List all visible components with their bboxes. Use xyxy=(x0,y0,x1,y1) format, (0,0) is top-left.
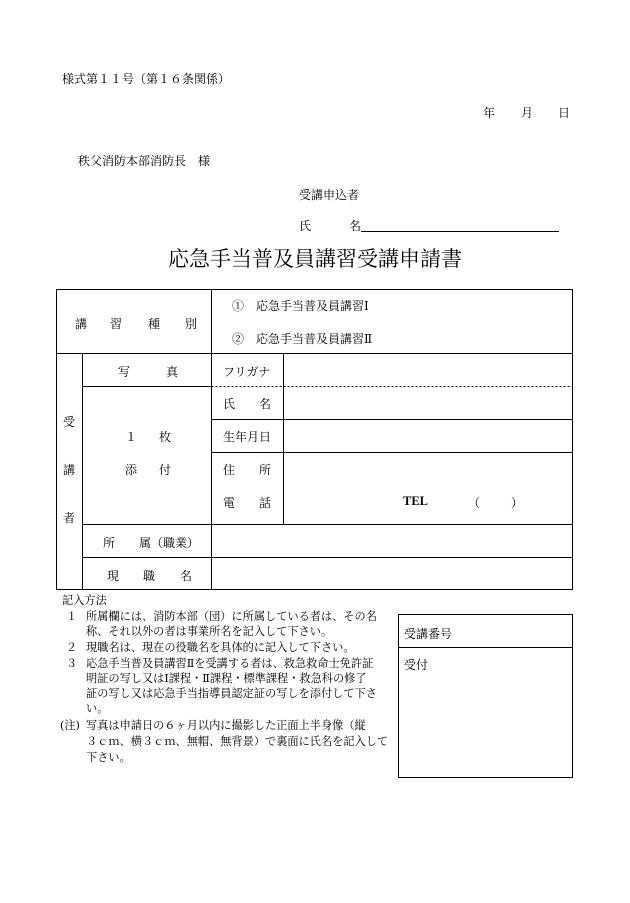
instructions-heading: 記入方法 xyxy=(62,594,107,607)
note-caution-line-2: ３ｃｍ、横３ｃｍ、無帽、無背景）で裏面に氏名を記入して xyxy=(86,735,389,748)
affiliation-field[interactable] xyxy=(212,525,572,557)
current-position-label-3: 名 xyxy=(180,569,193,583)
date-year: 年 xyxy=(483,106,496,120)
applicant-name-label-1: 氏 xyxy=(223,397,236,411)
received-label: 受付 xyxy=(404,658,429,672)
phone-field[interactable] xyxy=(484,490,510,512)
note-1-line-1: 所属欄には、消防本部（団）に所属している者は、その名 xyxy=(86,610,377,623)
name-label-2: 名 xyxy=(349,219,362,233)
furigana-label: フリガナ xyxy=(223,365,271,379)
note-3-line-3: 証の写し又は応急手当指導員認定証の写しを添付して下さ xyxy=(86,687,377,700)
form-number: 様式第１１号（第１６条関係） xyxy=(62,72,231,86)
furigana-field[interactable] xyxy=(284,354,572,386)
photo-count-2: 枚 xyxy=(159,430,172,444)
photo-header-1: 写 xyxy=(118,365,131,379)
note-3-marker: ３ xyxy=(66,657,78,670)
course-type-label-2: 習 xyxy=(110,317,123,331)
course-option-2[interactable]: ② 応急手当普及員講習Ⅱ xyxy=(232,332,373,346)
applicant-side-label-2: 講 xyxy=(63,463,76,477)
reception-number-label: 受講番号 xyxy=(404,627,453,641)
tel-paren-close: ） xyxy=(511,496,524,510)
reception-number-field[interactable] xyxy=(460,615,572,647)
note-2-line-1: 現職名は、現在の役職名を具体的に記入して下さい。 xyxy=(86,641,355,654)
tel-label: TEL xyxy=(403,494,429,508)
applicant-name-field[interactable] xyxy=(284,387,572,419)
applicant-label: 受講申込者 xyxy=(299,188,360,202)
photo-count-1: １ xyxy=(125,430,138,444)
current-position-field[interactable] xyxy=(212,558,572,589)
applicant-side-label-3: 者 xyxy=(63,511,76,525)
note-3-line-2: 明証の写し又はⅠ課程・Ⅱ課程・標準課程・救急科の修了 xyxy=(86,672,367,685)
course-type-label-4: 別 xyxy=(185,317,198,331)
note-3-line-1: 応急手当普及員講習Ⅱを受講する者は、救急救命士免許証 xyxy=(86,657,374,670)
note-caution-marker: (注) xyxy=(60,719,80,732)
photo-header-2: 真 xyxy=(166,365,179,379)
note-1-line-2: 称、それ以外の者は事業所名を記入して下さい。 xyxy=(86,625,333,638)
affiliation-label: 所 属（職業） xyxy=(103,536,200,550)
phone-label-1: 電 xyxy=(223,496,236,510)
note-caution-line-1: 写真は申請日の６ヶ月以内に撮影した正面上半身像（縦 xyxy=(86,719,366,732)
note-caution-line-3: 下さい。 xyxy=(86,751,131,764)
birth-date-field[interactable] xyxy=(284,420,572,452)
note-3-line-4: い。 xyxy=(86,702,109,715)
phone-label-2: 話 xyxy=(259,496,272,510)
name-label-1: 氏 xyxy=(299,219,312,233)
applicant-name-label-2: 名 xyxy=(259,397,272,411)
photo-attach-2: 付 xyxy=(159,463,172,477)
current-position-label-2: 職 xyxy=(143,569,156,583)
address-label-1: 住 xyxy=(223,463,236,477)
received-stamp-area[interactable] xyxy=(399,648,572,777)
note-2-marker: ２ xyxy=(66,641,78,654)
course-option-1[interactable]: ① 応急手当普及員講習Ⅰ xyxy=(232,299,369,313)
current-position-label-1: 現 xyxy=(107,569,120,583)
tel-paren-open: （ xyxy=(468,496,481,510)
address-label-2: 所 xyxy=(259,463,272,477)
applicant-side-label-1: 受 xyxy=(63,415,76,429)
address-field[interactable] xyxy=(284,453,572,486)
photo-attach-1: 添 xyxy=(125,463,138,477)
date-day: 日 xyxy=(558,106,571,120)
note-1-marker: １ xyxy=(66,610,78,623)
addressee: 秩父消防本部消防長 様 xyxy=(78,154,211,168)
document-title: 応急手当普及員講習受講申請書 xyxy=(168,247,462,271)
course-type-label-3: 種 xyxy=(148,317,161,331)
course-type-label-1: 講 xyxy=(75,317,88,331)
date-month: 月 xyxy=(521,106,534,120)
birth-date-label: 生年月日 xyxy=(223,430,272,444)
